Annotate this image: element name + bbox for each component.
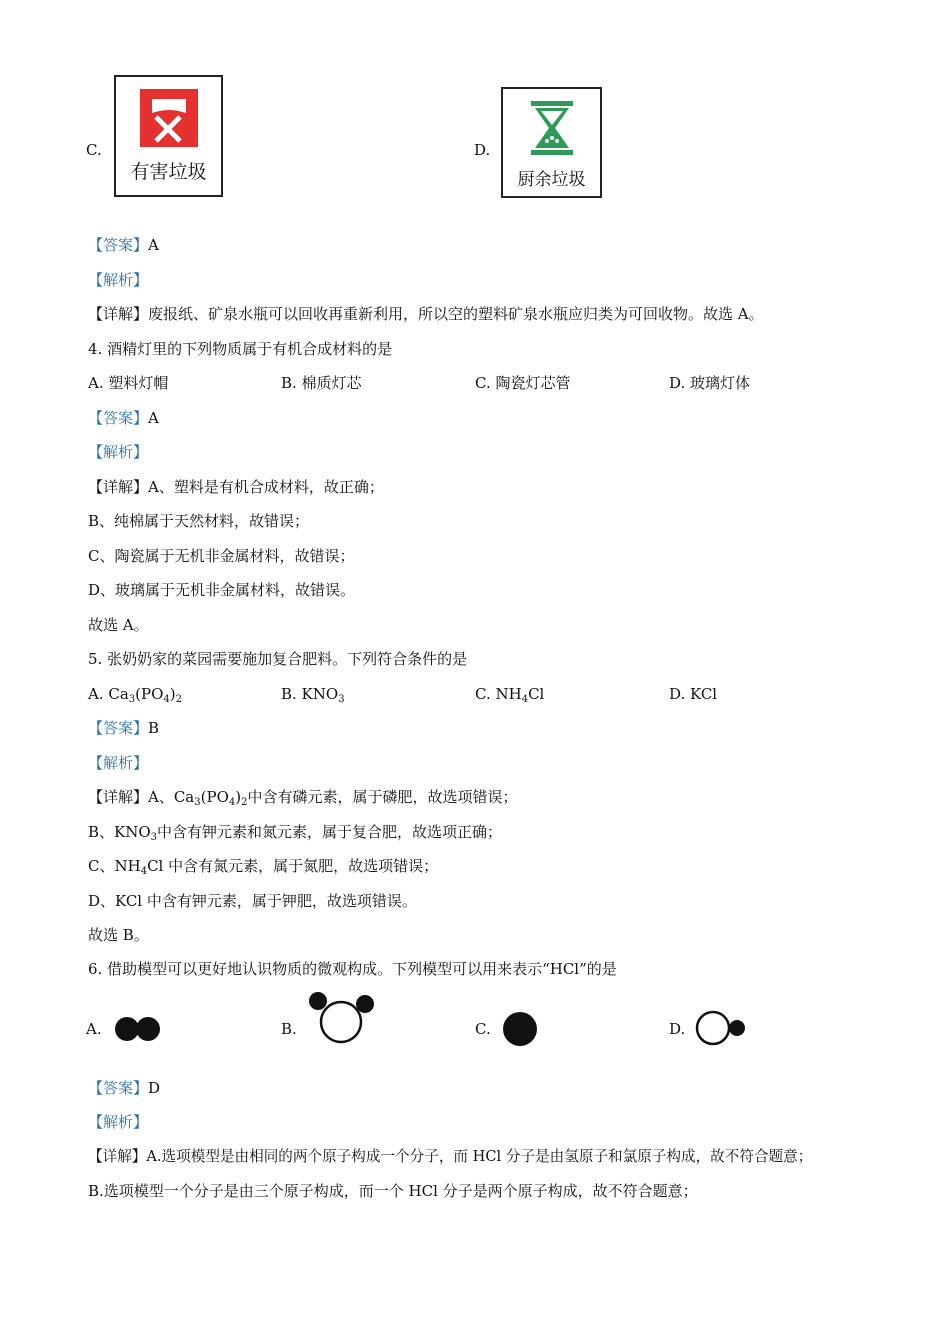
- q5-answer: 【答案】B: [88, 719, 160, 737]
- q3-answer: 【答案】A: [88, 236, 159, 254]
- hazardous-waste-sign: [114, 75, 223, 197]
- q4-detail-line: 【详解】A、塑料是有机合成材料，故正确；: [88, 478, 384, 496]
- model-d-hcl-molecule-icon: [694, 1010, 750, 1046]
- q6-detail-line: 【详解】A.选项模型是由相同的两个原子构成一个分子，而 HCl 分子是由氢原子和氯原子构成，故不符合题意；: [88, 1148, 813, 1165]
- q6-option-b-label: B.: [281, 1020, 297, 1038]
- q3-detail: 【详解】废报纸、矿泉水瓶可以回收再重新利用，所以空的塑料矿泉水瓶应归类为可回收物。故选 A。: [88, 305, 764, 323]
- q6-stem: 6. 借助模型可以更好地认识物质的微观构成。下列模型可以用来表示“HCl”的是: [88, 960, 617, 978]
- q6-option-d-label: D.: [669, 1020, 686, 1038]
- q6-option-a-label: A.: [86, 1020, 102, 1038]
- q4-option-d: D. 玻璃灯体: [669, 374, 751, 392]
- kitchen-waste-icon: [525, 99, 579, 157]
- q4-option-c: C. 陶瓷灯芯管: [475, 374, 571, 392]
- q4-analysis-tag: 【解析】: [88, 443, 149, 461]
- q5-detail-line: 故选 B。: [88, 926, 149, 944]
- option-c-label: C.: [86, 141, 102, 159]
- hazardous-waste-label: 有害垃圾: [130, 161, 207, 183]
- q5-option-d: D. KCl: [669, 685, 718, 703]
- q5-option-a: A. $Ca_3(PO_4)_2$: [88, 685, 183, 705]
- q6-analysis-tag: 【解析】: [88, 1113, 149, 1131]
- q4-option-a: A. 塑料灯帽: [88, 374, 169, 392]
- q5-stem: 5. 张奶奶家的菜园需要施加复合肥料。下列符合条件的是: [88, 650, 468, 668]
- q5-detail-line: 【详解】A、$Ca_3(PO_4)_2$中含有磷元素，属于磷肥，故选项错误；: [88, 788, 518, 808]
- q4-detail-line: B、纯棉属于天然材料，故错误；: [88, 512, 310, 530]
- q5-option-c: C. $NH_4Cl$: [475, 685, 545, 705]
- model-a-two-same-atoms-icon: [112, 1014, 164, 1044]
- model-c-single-atom-icon: [500, 1010, 540, 1048]
- q5-detail-line: C、$NH_4Cl$ 中含有氮元素，属于氮肥，故选项错误；: [88, 857, 439, 877]
- q6-answer: 【答案】D: [88, 1079, 161, 1097]
- q6-detail-line: B.选项模型一个分子是由三个原子构成，而一个 HCl 分子是两个原子构成，故不符合题意；: [88, 1182, 698, 1200]
- q4-stem: 4. 酒精灯里的下列物质属于有机合成材料的是: [88, 340, 393, 358]
- kitchen-waste-label: 厨余垃圾: [517, 170, 586, 190]
- model-b-three-atoms-icon: [306, 990, 378, 1046]
- q4-option-b: B. 棉质灯芯: [281, 374, 362, 392]
- q3-analysis-tag: 【解析】: [88, 271, 149, 289]
- q5-analysis-tag: 【解析】: [88, 754, 149, 772]
- q5-detail-line: B、$KNO_3$中含有钾元素和氮元素，属于复合肥，故选项正确；: [88, 823, 503, 843]
- q6-option-c-label: C.: [475, 1020, 491, 1038]
- option-d-label: D.: [474, 141, 491, 159]
- q4-detail-line: D、玻璃属于无机非金属材料，故错误。: [88, 581, 356, 599]
- q5-option-b: B. $KNO_3$: [281, 685, 345, 705]
- q4-answer: 【答案】A: [88, 409, 159, 427]
- q5-detail-line: D、KCl 中含有钾元素，属于钾肥，故选项错误。: [88, 892, 417, 910]
- kitchen-waste-sign: [501, 87, 602, 198]
- q4-detail-line: 故选 A。: [88, 616, 149, 634]
- hazardous-waste-icon: [140, 89, 198, 147]
- q4-detail-line: C、陶瓷属于无机非金属材料，故错误；: [88, 547, 355, 565]
